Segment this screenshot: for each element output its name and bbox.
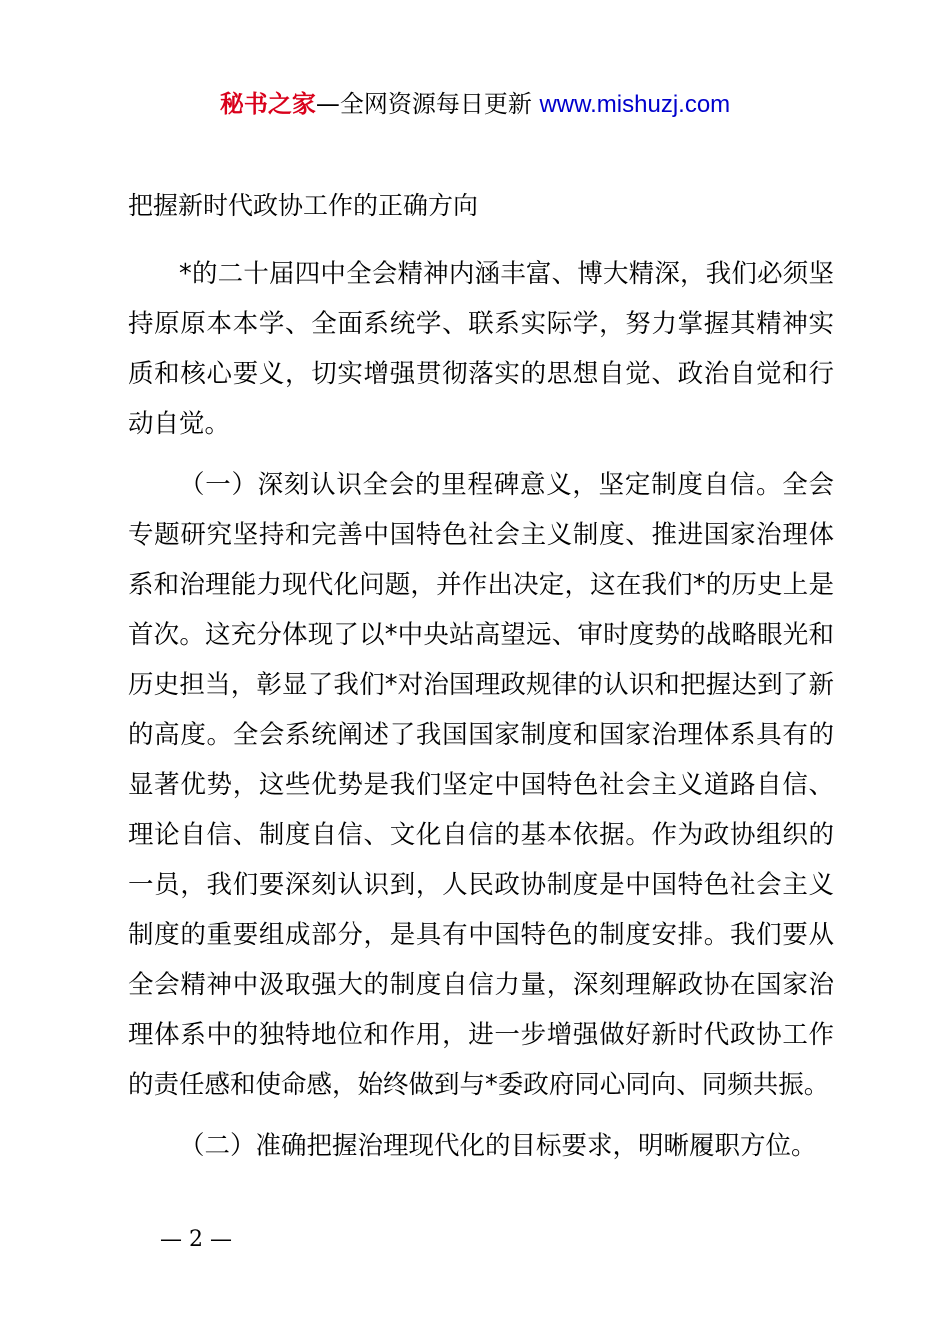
site-tagline: —全网资源每日更新 [315,90,540,118]
paragraph-intro: *的二十届四中全会精神内涵丰富、博大精深，我们必须坚持原原本本学、全面系统学、联系实际学，努力掌握其精神实质和核心要义，切实增强贯彻落实的思想自觉、政治自觉和行动自觉。 [128,259,834,439]
site-header [0,86,950,123]
document-title: 把握新时代政协工作的正确方向 [128,191,479,220]
site-brand: 秘书之家 [219,90,316,118]
site-url-link[interactable]: www.mishuzj.com [539,91,731,118]
page-number: — 2 — [160,1227,232,1252]
paragraph-section-two: （二）准确把握治理现代化的目标要求，明晰履职方位。 [179,1131,817,1161]
document-body [128,249,834,1182]
paragraph-section-one: （一）深刻认识全会的里程碑意义，坚定制度自信。全会专题研究坚持和完善中国特色社会主义制度、推进国家治理体系和治理能力现代化问题，并作出决定，这在我们*的历史上是首次。这充分体现了以*中央站高望远、审时度势的战略眼光和历史担当，彰显了我们*对治国理政规律的认识和把握达到了新的高度。全会系统阐述了我国国家制度和国家治理体系具有的显著优势，这些优势是我们坚定中国特色社会主义道路自信、理论自信、制度自信、文化自信的基本依据。作为政协组织的一员，我们要深刻认识到，人民政协制度是中国特色社会主义制度的重要组成部分，是具有中国特色的制度安排。我们要从全会精神中汲取强大的制度自信力量，深刻理解政协在国家治理体系中的独特地位和作用，进一步增强做好新时代政协工作的责任感和使命感，始终做到与*委政府同心同向、同频共振。 [128,470,834,1100]
